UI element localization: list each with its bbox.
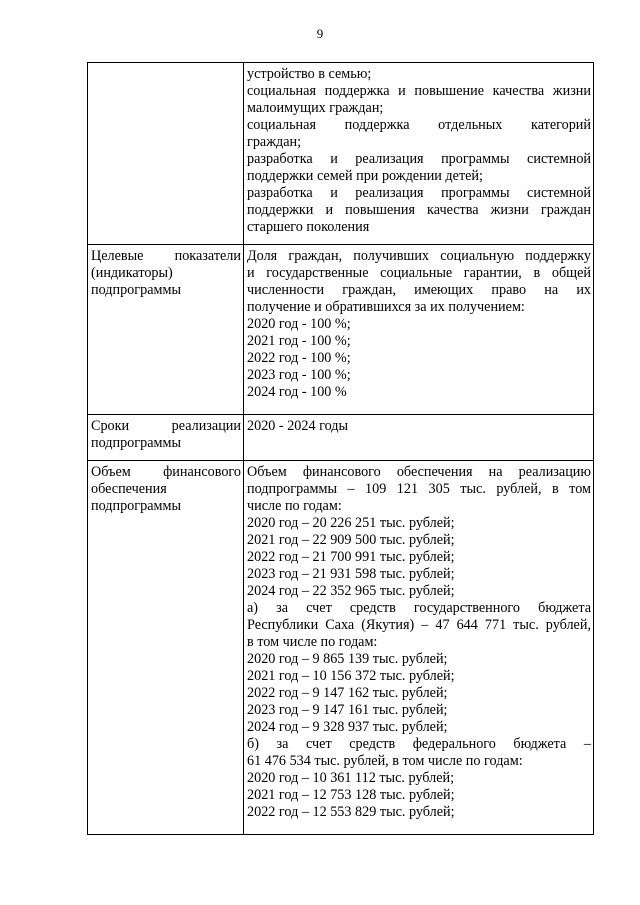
text-line: 2023 год – 21 931 598 тыс. рублей; (247, 566, 455, 582)
text-line: 2022 год – 12 553 829 тыс. рублей; (247, 804, 455, 820)
page-number: 9 (316, 26, 324, 41)
text-line: старшего поколения (247, 219, 370, 235)
text-line: 2020 год – 20 226 251 тыс. рублей; (247, 515, 455, 531)
text-line: разработка и реализация программы системной (247, 151, 591, 167)
text-line: и государственные социальные гарантии, в общей (247, 265, 591, 281)
text-line: 2020 год – 10 361 112 тыс. рублей; (247, 770, 455, 786)
text-line: численности граждан, имеющих право на их (247, 282, 591, 298)
row-value-cell (244, 63, 594, 245)
text-line: Сроки реализации (91, 418, 241, 434)
text-line: 2023 год - 100 %; (247, 367, 351, 383)
text-line: 2020 год - 100 %; (247, 316, 351, 332)
text-line: Объем финансового (91, 464, 241, 480)
row-value-cell (244, 461, 594, 835)
subprogram-passport-table (87, 62, 594, 835)
text-line: а) за счет средств государственного бюджета (247, 600, 591, 616)
text-line: 2022 год – 9 147 162 тыс. рублей; (247, 685, 448, 701)
text-line: Доля граждан, получивших социальную поддержку (247, 248, 591, 264)
text-line: поддержки семей при рождении детей; (247, 168, 483, 184)
text-line: обеспечения (91, 481, 167, 497)
row-label-cell (88, 461, 244, 835)
text-line: разработка и реализация программы системной (247, 185, 591, 201)
row-value-cell (244, 245, 594, 415)
text-line: Целевые показатели (91, 248, 241, 264)
text-line: 2022 год – 21 700 991 тыс. рублей; (247, 549, 455, 565)
table-row-target-indicators (88, 245, 594, 415)
text-line: подпрограммы – 109 121 305 тыс. рублей, в том (247, 481, 591, 497)
text-line: 2021 год – 10 156 372 тыс. рублей; (247, 668, 455, 684)
text-line: в том числе по годам: (247, 634, 378, 650)
text-line: 2024 год – 22 352 965 тыс. рублей; (247, 583, 455, 599)
text-line: б) за счет средств федерального бюджета – (247, 736, 591, 752)
row-value-cell (244, 415, 594, 461)
row-label-cell (88, 63, 244, 245)
text-line: 2021 год – 22 909 500 тыс. рублей; (247, 532, 455, 548)
text-line: 2023 год – 9 147 161 тыс. рублей; (247, 702, 448, 718)
text-line: 2022 год - 100 %; (247, 350, 351, 366)
text-line: 61 476 534 тыс. рублей, в том числе по годам: (247, 753, 523, 769)
row-label-cell (88, 245, 244, 415)
text-line: 2020 год – 9 865 139 тыс. рублей; (247, 651, 448, 667)
text-line: устройство в семью; (247, 66, 372, 82)
table-row-implementation-terms (88, 415, 594, 461)
text-line: 2020 - 2024 годы (247, 418, 349, 434)
text-line: 2024 год - 100 % (247, 384, 347, 400)
table-row-financing-volume (88, 461, 594, 835)
text-line: Республики Саха (Якутия) – 47 644 771 тыс. рублей, (247, 617, 591, 633)
text-line: малоимущих граждан; (247, 100, 384, 116)
text-line: получение и обратившихся за их получением: (247, 299, 525, 315)
text-line: Объем финансового обеспечения на реализацию (247, 464, 591, 480)
text-line: 2024 год – 9 328 937 тыс. рублей; (247, 719, 448, 735)
text-line: подпрограммы (91, 435, 181, 451)
text-line: 2021 год - 100 %; (247, 333, 351, 349)
text-line: подпрограммы (91, 498, 181, 514)
text-line: поддержки и повышения качества жизни граждан (247, 202, 591, 218)
text-line: 2021 год – 12 753 128 тыс. рублей; (247, 787, 455, 803)
text-line: числе по годам: (247, 498, 342, 514)
text-line: (индикаторы) (91, 265, 173, 281)
text-line: подпрограммы (91, 282, 181, 298)
text-line: социальная поддержка отдельных категорий (247, 117, 591, 133)
table-row-tasks-continued (88, 63, 594, 245)
text-line: социальная поддержка и повышение качества жизни (247, 83, 591, 99)
text-line: граждан; (247, 134, 302, 150)
row-label-cell (88, 415, 244, 461)
